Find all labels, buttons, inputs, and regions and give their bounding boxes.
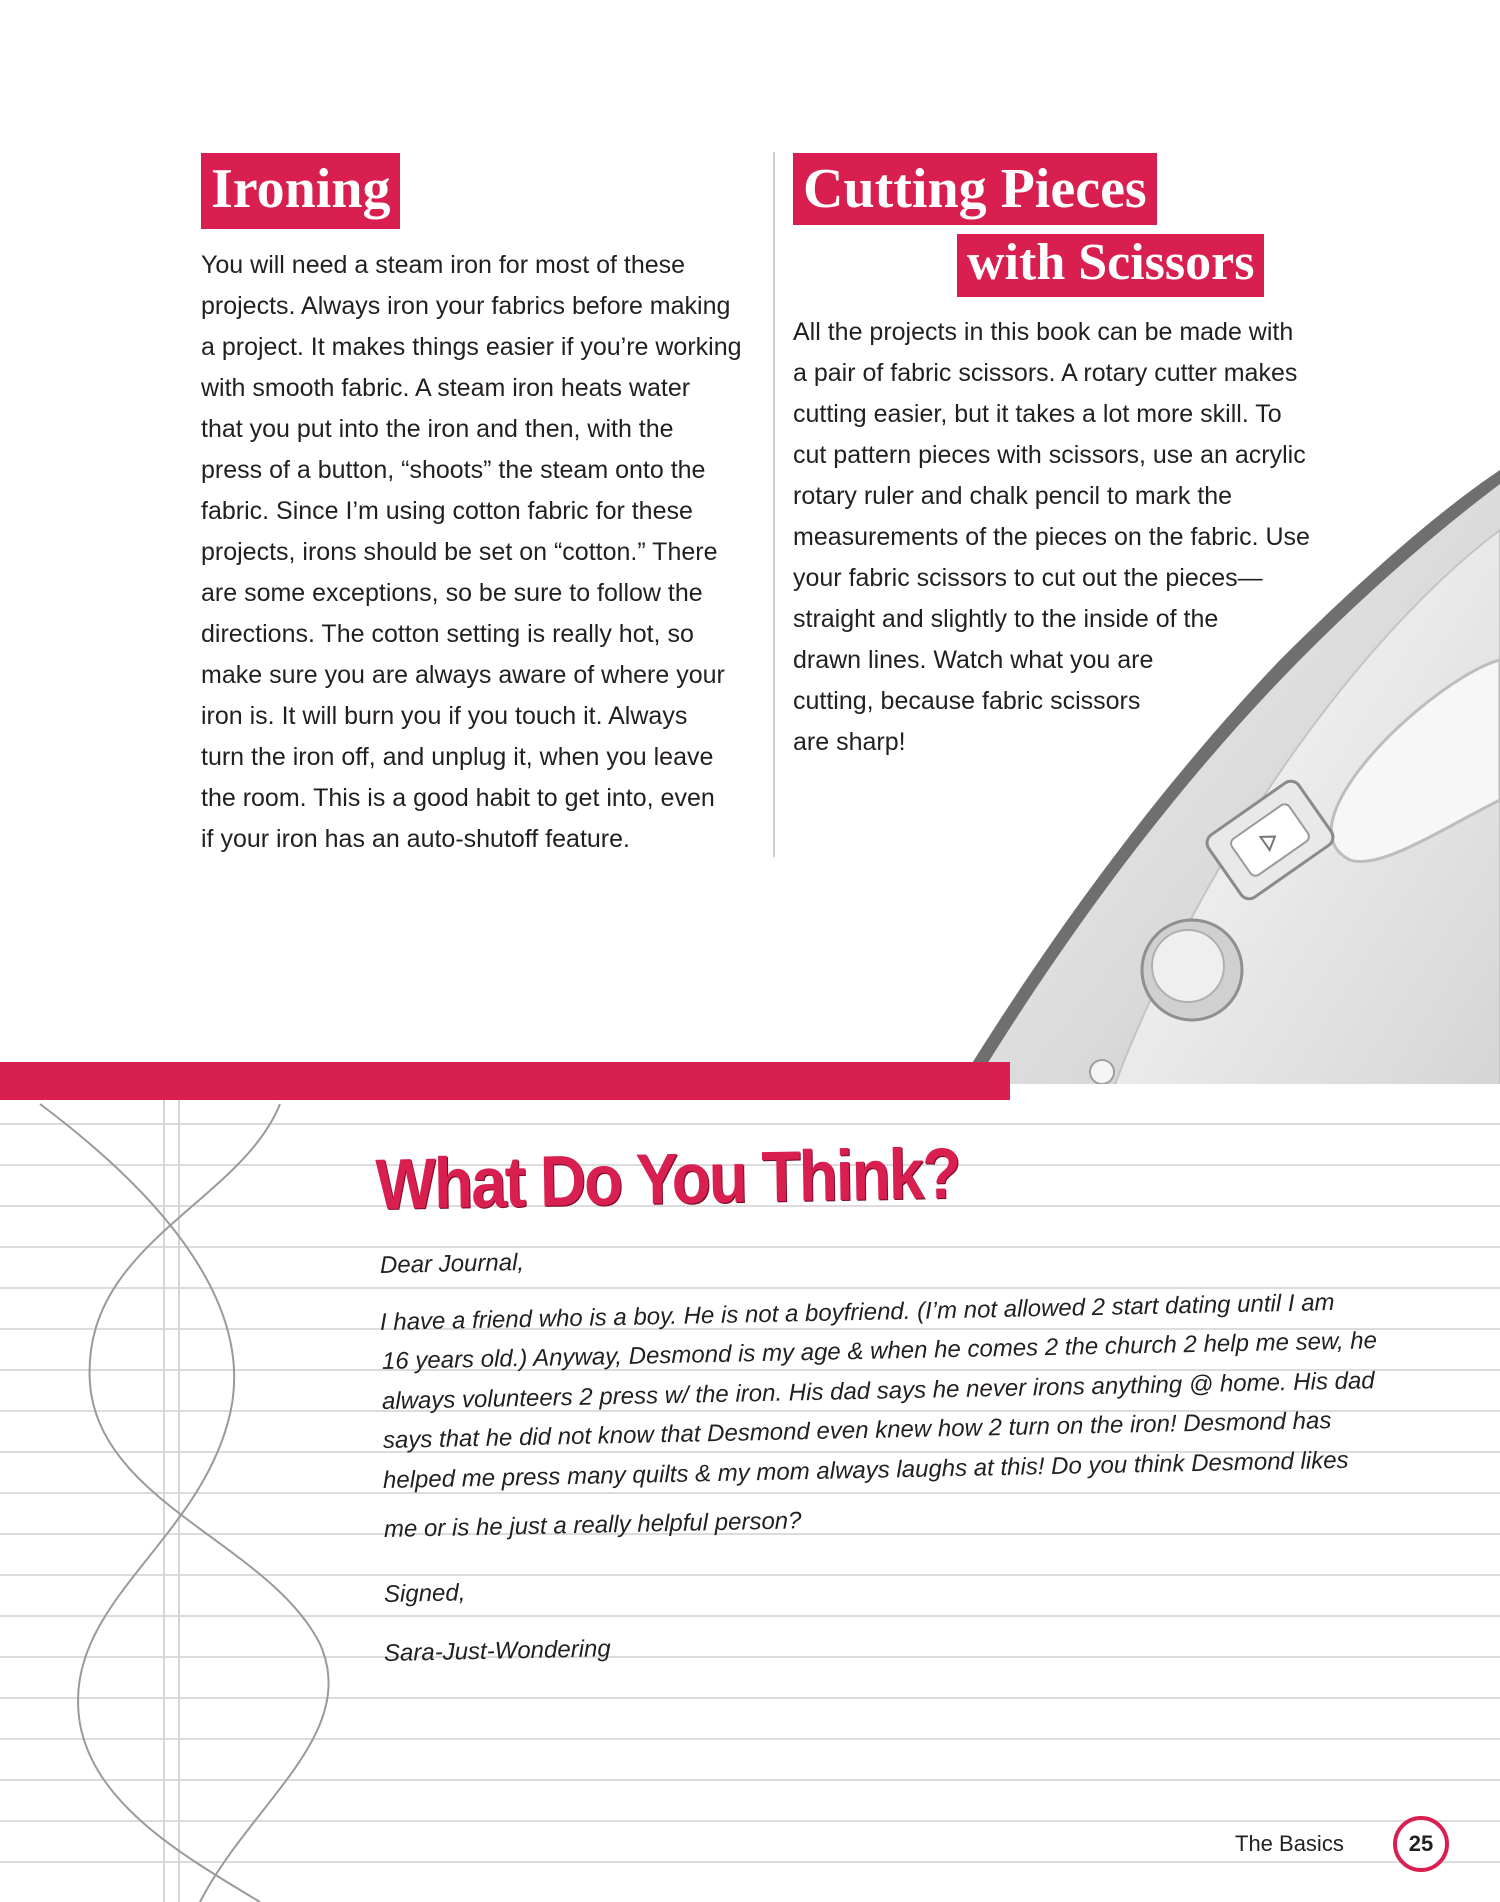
journal-line: me or is he just a really helpful person?: [383, 1507, 802, 1543]
ironing-heading: Ironing: [201, 153, 400, 229]
cutting-line: straight and slightly to the inside of the: [793, 605, 1219, 633]
journal-closing: Signed,: [383, 1579, 466, 1608]
ironing-line: You will need a steam iron for most of these: [201, 251, 686, 279]
cutting-line: drawn lines. Watch what you are: [793, 646, 1154, 674]
cutting-line: are sharp!: [793, 728, 906, 756]
section-red-band: [0, 1062, 1010, 1100]
journal-line: says that he did not know that Desmond even knew how 2 turn on the iron! Desmond has: [382, 1407, 1332, 1454]
cutting-line: rotary ruler and chalk pencil to mark the: [793, 482, 1233, 510]
cutting-line: cutting easier, but it takes a lot more skill. To: [793, 400, 1282, 428]
ironing-line: directions. The cotton setting is really hot, so: [201, 620, 694, 648]
ironing-line: fabric. Since I’m using cotton fabric for these: [201, 497, 693, 525]
journal-line: always volunteers 2 press w/ the iron. His dad says he never irons anything @ home. His dad: [381, 1367, 1375, 1415]
journal-signature: Sara-Just-Wondering: [383, 1635, 611, 1667]
ironing-line: press of a button, “shoots” the steam onto the: [201, 456, 706, 484]
footer-section-label: The Basics: [1235, 1831, 1344, 1856]
cutting-heading-line1: Cutting Pieces: [793, 153, 1157, 225]
journal-title: What Do You Think?: [375, 1132, 960, 1225]
cutting-line: measurements of the pieces on the fabric. Use: [793, 523, 1310, 551]
ironing-line: turn the iron off, and unplug it, when you leave: [201, 743, 714, 771]
journal-line: helped me press many quilts & my mom always laughs at this! Do you think Desmond likes: [382, 1446, 1349, 1494]
ironing-line: make sure you are always aware of where your: [201, 661, 725, 689]
ironing-line: with smooth fabric. A steam iron heats water: [201, 374, 691, 402]
wavy-doodle-illustration: [0, 1084, 360, 1902]
cutting-line: All the projects in this book can be made with: [793, 318, 1294, 346]
cutting-line: cut pattern pieces with scissors, use an acrylic: [793, 441, 1306, 469]
cutting-line: a pair of fabric scissors. A rotary cutter makes: [793, 359, 1298, 387]
ironing-line: a project. It makes things easier if you’re working: [201, 333, 742, 361]
journal-line: I have a friend who is a boy. He is not a boyfriend. (I’m not allowed 2 start dating until I am: [379, 1289, 1335, 1336]
journal-line: 16 years old.) Anyway, Desmond is my age & when he comes 2 the church 2 help me sew, he: [381, 1327, 1378, 1375]
journal-greeting: Dear Journal,: [379, 1248, 525, 1279]
page-number-badge: 25: [1393, 1816, 1449, 1872]
ironing-line: projects, irons should be set on “cotton.” There: [201, 538, 718, 566]
ironing-line: that you put into the iron and then, with the: [201, 415, 674, 443]
cutting-line: cutting, because fabric scissors: [793, 687, 1141, 715]
cutting-heading-line2: with Scissors: [957, 234, 1264, 297]
ironing-line: iron is. It will burn you if you touch it. Always: [201, 702, 688, 730]
cutting-line: your fabric scissors to cut out the pieces—: [793, 564, 1263, 592]
ironing-line: are some exceptions, so be sure to follow the: [201, 579, 703, 607]
ironing-line: the room. This is a good habit to get into, even: [201, 784, 715, 812]
ironing-line: projects. Always iron your fabrics before making: [201, 292, 731, 320]
ironing-line: if your iron has an auto-shutoff feature.: [201, 825, 630, 853]
column-divider: [773, 152, 775, 857]
